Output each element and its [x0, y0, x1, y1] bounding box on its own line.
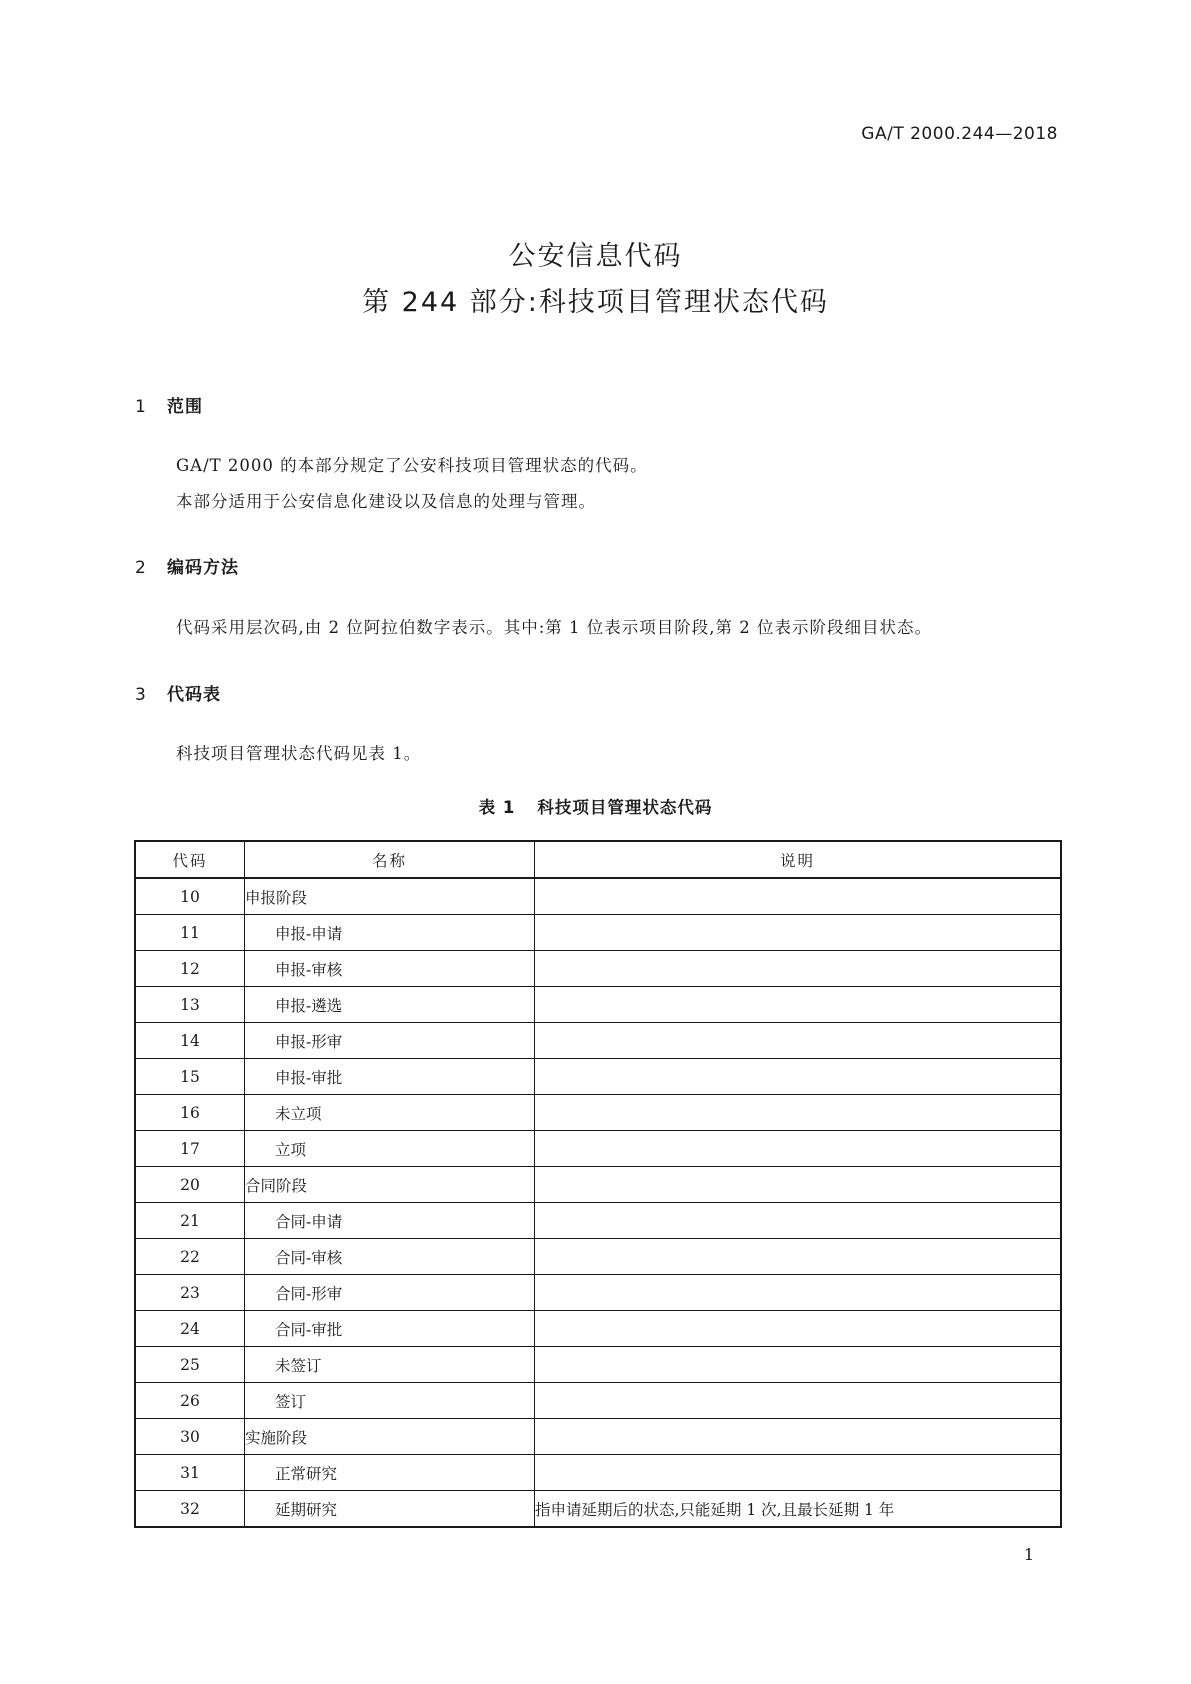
- cell-description: [535, 1347, 1062, 1383]
- paragraph: 本部分适用于公安信息化建设以及信息的处理与管理。: [176, 492, 596, 511]
- cell-description: 指申请延期后的状态,只能延期 1 次,且最长延期 1 年: [535, 1491, 1062, 1528]
- table-body: [135, 878, 1061, 1527]
- cell-description: [535, 1095, 1062, 1131]
- cell-code: 13: [135, 987, 245, 1023]
- section-heading-code-table: [135, 680, 221, 705]
- code-table: [134, 840, 1062, 1528]
- section-number: 3: [135, 685, 147, 705]
- document-code: GA/T 2000.244—2018: [861, 124, 1058, 144]
- table-row: [135, 915, 1061, 951]
- cell-name: 申报-申请: [245, 915, 535, 951]
- table-row: [135, 1347, 1061, 1383]
- section-heading-scope: [135, 392, 203, 417]
- cell-code: 21: [135, 1203, 245, 1239]
- cell-name: 签订: [245, 1383, 535, 1419]
- cell-code: 25: [135, 1347, 245, 1383]
- section-title: 编码方法: [167, 558, 239, 578]
- cell-description: [535, 915, 1062, 951]
- table-row: [135, 1455, 1061, 1491]
- cell-description: [535, 1419, 1062, 1455]
- cell-description: [535, 987, 1062, 1023]
- table-caption-title: 科技项目管理状态代码: [537, 798, 713, 817]
- paragraph: 代码采用层次码,由 2 位阿拉伯数字表示。其中:第 1 位表示项目阶段,第 2 位表示阶段细目状态。: [176, 618, 933, 637]
- column-header-description: 说明: [535, 841, 1062, 878]
- table-row: [135, 878, 1061, 915]
- cell-code: 30: [135, 1419, 245, 1455]
- cell-name: 立项: [245, 1131, 535, 1167]
- column-header-code: 代码: [135, 841, 245, 878]
- cell-code: 22: [135, 1239, 245, 1275]
- cell-description: [535, 951, 1062, 987]
- cell-name: 合同阶段: [245, 1167, 535, 1203]
- cell-code: 14: [135, 1023, 245, 1059]
- paragraph: 科技项目管理状态代码见表 1。: [176, 744, 422, 763]
- cell-name: 申报-审批: [245, 1059, 535, 1095]
- table-row: [135, 1095, 1061, 1131]
- paragraph: GA/T 2000 的本部分规定了公安科技项目管理状态的代码。: [176, 456, 648, 475]
- cell-description: [535, 1203, 1062, 1239]
- section-heading-coding-method: [135, 553, 239, 578]
- cell-code: 17: [135, 1131, 245, 1167]
- table-row: [135, 1275, 1061, 1311]
- table-row: [135, 951, 1061, 987]
- cell-name: 实施阶段: [245, 1419, 535, 1455]
- cell-name: 合同-审核: [245, 1239, 535, 1275]
- page-number: 1: [1023, 1545, 1034, 1564]
- column-header-name: 名称: [245, 841, 535, 878]
- cell-name: 未立项: [245, 1095, 535, 1131]
- table-row: [135, 1023, 1061, 1059]
- section-number: 2: [135, 558, 147, 578]
- cell-name: 未签订: [245, 1347, 535, 1383]
- cell-code: 12: [135, 951, 245, 987]
- cell-name: 延期研究: [245, 1491, 535, 1528]
- cell-code: 23: [135, 1275, 245, 1311]
- cell-name: 申报阶段: [245, 878, 535, 915]
- cell-code: 11: [135, 915, 245, 951]
- cell-name: 合同-审批: [245, 1311, 535, 1347]
- cell-description: [535, 1239, 1062, 1275]
- table-caption: [0, 794, 1191, 818]
- table-row: [135, 1059, 1061, 1095]
- table-row: [135, 1239, 1061, 1275]
- cell-description: [535, 1131, 1062, 1167]
- table-header-row: [135, 841, 1061, 878]
- section-number: 1: [135, 397, 147, 417]
- table-row: [135, 1131, 1061, 1167]
- table-row: [135, 1311, 1061, 1347]
- cell-name: 合同-申请: [245, 1203, 535, 1239]
- cell-code: 24: [135, 1311, 245, 1347]
- cell-description: [535, 1059, 1062, 1095]
- cell-code: 16: [135, 1095, 245, 1131]
- table-row: [135, 1491, 1061, 1528]
- cell-code: 26: [135, 1383, 245, 1419]
- cell-description: [535, 1023, 1062, 1059]
- document-subtitle: 第 244 部分:科技项目管理状态代码: [362, 287, 829, 318]
- table-row: [135, 1383, 1061, 1419]
- cell-code: 32: [135, 1491, 245, 1528]
- cell-description: [535, 1383, 1062, 1419]
- cell-description: [535, 1275, 1062, 1311]
- cell-name: 申报-遴选: [245, 987, 535, 1023]
- document-title: 公安信息代码: [508, 241, 683, 272]
- cell-code: 31: [135, 1455, 245, 1491]
- section-title: 代码表: [167, 685, 221, 705]
- cell-description: [535, 1167, 1062, 1203]
- table-row: [135, 1419, 1061, 1455]
- cell-name: 申报-形审: [245, 1023, 535, 1059]
- cell-code: 10: [135, 878, 245, 915]
- cell-name: 合同-形审: [245, 1275, 535, 1311]
- cell-code: 15: [135, 1059, 245, 1095]
- cell-description: [535, 1455, 1062, 1491]
- cell-description: [535, 1311, 1062, 1347]
- cell-name: 申报-审核: [245, 951, 535, 987]
- table-caption-label: 表 1: [478, 798, 516, 817]
- section-title: 范围: [167, 397, 203, 417]
- cell-name: 正常研究: [245, 1455, 535, 1491]
- table-row: [135, 1167, 1061, 1203]
- table-row: [135, 987, 1061, 1023]
- cell-description: [535, 878, 1062, 915]
- table-row: [135, 1203, 1061, 1239]
- cell-code: 20: [135, 1167, 245, 1203]
